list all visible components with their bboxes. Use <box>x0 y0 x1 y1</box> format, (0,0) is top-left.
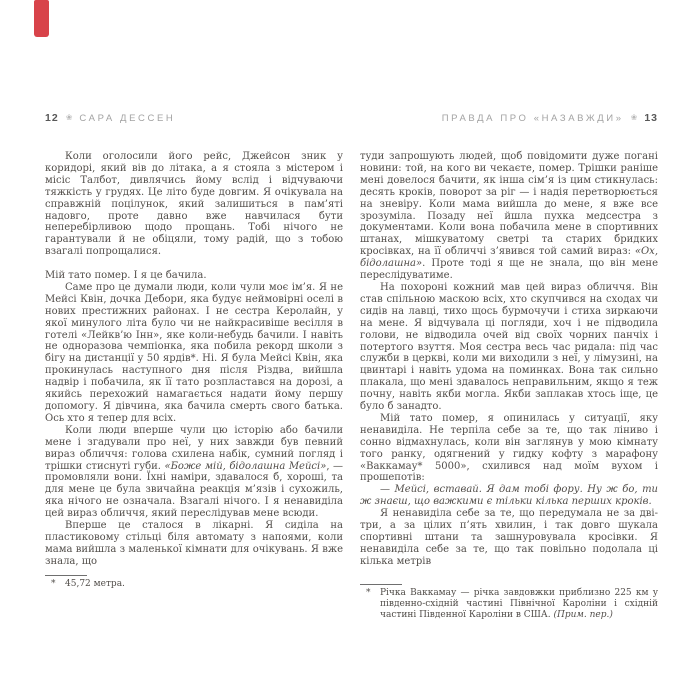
paragraph <box>360 282 658 413</box>
page-body-right <box>360 151 658 568</box>
text-run: «Ох, бідолашна» <box>360 246 658 270</box>
paragraph <box>45 151 343 258</box>
text-run: Коли люди вперше чули цю історію або бачили мене і згадували про неї, у них завжди був певний вираз обличчя: голова схилена набік, сумний погляд і трішки стиснуті губи. <box>45 424 343 472</box>
bookmark-ribbon-icon[interactable] <box>34 0 49 37</box>
page-number-left: 12 <box>45 112 59 124</box>
text-run: , — промовляли вони. Їхні наміри, здавалося б, хороші, та для мене це була звичайна реакція м’язів і сухожиль, яка нічого не означала. Взагалі нічого. І я ненавиділа цей вираз обличчя, який переслідував мене всюди. <box>45 460 344 520</box>
footnote-left <box>45 575 343 590</box>
text-run: На похороні кожний мав цей вираз обличчя. Він став спільною маскою всіх, хто скупчився на сходах чи сидів на лавці, тихо щось бурмочучи і стиха зиркаючи на мене. Я відчувала ці погляди, хоч і не підводила голови, не відводила очей від своїх чорних панчіх і потертого взуття. Моя сестра весь час ридала: під час служби в церкві, коли ми виходили з неї, у лімузині, на цвинтарі і навіть удома на поминках. Вона так сильно плакала, що мені здавалось неправильним, якщо я теж почну, навіть якби могла. Якби заплакав хтось іще, це було б занадто. <box>360 281 658 413</box>
text-run: . Проте тоді я ще не знала, що він мене переслідуватиме. <box>360 258 658 282</box>
page-number-right: 13 <box>644 112 658 124</box>
footnote-rule <box>360 584 402 585</box>
page-left <box>45 112 343 590</box>
footnote-marker: * <box>366 587 371 598</box>
text-run: (Прим. пер.) <box>553 609 613 620</box>
text-run: — Мейсі, вставай. Я дам тобі фору. Ну ж бо, ти ж знаєш, що важкими є тільки кілька перших кроків. <box>360 484 658 508</box>
paragraph <box>360 413 658 484</box>
running-title-right: ПРАВДА ПРО «НАЗАВЖДИ» <box>441 112 624 124</box>
running-head-right <box>360 112 658 124</box>
footnote-right <box>360 584 658 621</box>
text-run: «Боже мій, бідолашна Мейсі» <box>164 460 327 472</box>
paragraph <box>360 484 658 508</box>
footnote-marker: * <box>51 578 56 589</box>
footnote-text <box>380 588 658 621</box>
text-run: Річка Ваккамау — річка завдовжки приблизно 225 км у південно-східній частині Північної Кароліни і східній частині Південної Кароліни в США. <box>380 587 658 620</box>
text-run: Вперше це сталося в лікарні. Я сиділа на пластиковому стільці біля автомату з напоями, коли мама вийшла з маленької кімнати для очікувань. Я вже знала, що <box>45 520 343 567</box>
text-run: Саме про це думали люди, коли чули моє ім’я. Я не Мейсі Квін, дочка Дебори, яка будує неймовірні оселі в нових престижних районах. І не сестра Керолайн, у якої минулого літа було чи не найкрасивіше весілля в готелі «Лейкв’ю Інн», яке коли-небудь бачили. І навіть не одноразова чемпіонка, яка побила рекорд школи з бігу на дистанції у 50 ярдів*. Ні. Я була Мейсі Квін, яка прокинулась наступного дня після Різдва, вийшла надвір і побачила, як її тато розпластався на дорозі, а якийсь перехожий намагається надати йому першу допомогу. Я дівчина, яка бачила смерть свого батька. Ось хто я тепер для всіх. <box>45 281 343 424</box>
page-right <box>360 112 658 621</box>
text-run: Мій тато помер, я опинилась у ситуації, яку ненавиділа. Не терпіла себе за те, що так ліниво і сонно відмахнулась, коли він заглянув у мою кімнату того ранку, одягнений у гидку кофту з марафону «Ваккамау* 5000», схилився над моїм вухом і прошепотів: <box>360 412 658 484</box>
paragraph <box>45 520 343 568</box>
paragraph <box>360 151 658 282</box>
text-run: Мій тато помер. І я це бачила. <box>45 270 207 282</box>
footnote-rule <box>45 575 87 576</box>
page-body-left <box>45 151 343 568</box>
flower-ornament-icon: ❀ <box>630 113 638 122</box>
text-run: туди запрошують людей, щоб повідомити дуже погані новини: той, на кого ви чекаєте, помер. Трішки раніше мені довелося бачити, як інша сім’я із цим стикнулась: десять кроків, поворот за ріг — і надія перетворюється на зневіру. Коли мама вийшла до мене, я вже все зрозуміла. Позаду неї йшла пухка медсестра з документами. Коли вона побачила мене в спортивних штанах, мішкуватому светрі та старих бридких кросівках, на її обличчі з’явився той самий вираз: <box>360 151 658 258</box>
running-head-left <box>45 112 343 124</box>
footnote-text <box>65 579 343 590</box>
running-title-left: САРА ДЕССЕН <box>79 112 176 124</box>
text-run: Я ненавиділа себе за те, що передумала не за дві-три, а за цілих п’ять хвилин, і так довго шукала спортивні штани та зашнуровувала кросівки. Я ненавиділа себе за те, що так повільно подолала ці кілька метрів <box>360 508 658 567</box>
flower-ornament-icon: ❀ <box>65 113 73 122</box>
paragraph <box>45 425 343 520</box>
text-run: Коли оголосили його рейс, Джейсон зник у коридорі, який вів до літака, а я стояла з містером і місіс Талбот, дивлячись йому вслід і відчуваючи тяжкість у грудях. Це літо буде довгим. Я очікувала на справжній поцілунок, який залишиться в пам’яті надовго, проте давно вже навчилася бути неперебірливою щодо прощань. Тобі нічого не гарантували й не обіцяли, тому радій, що з тобою взагалі попрощалися. <box>45 151 343 258</box>
paragraph <box>45 270 343 282</box>
paragraph <box>360 508 658 568</box>
text-run: 45,72 метра. <box>65 578 125 589</box>
paragraph <box>45 282 343 425</box>
